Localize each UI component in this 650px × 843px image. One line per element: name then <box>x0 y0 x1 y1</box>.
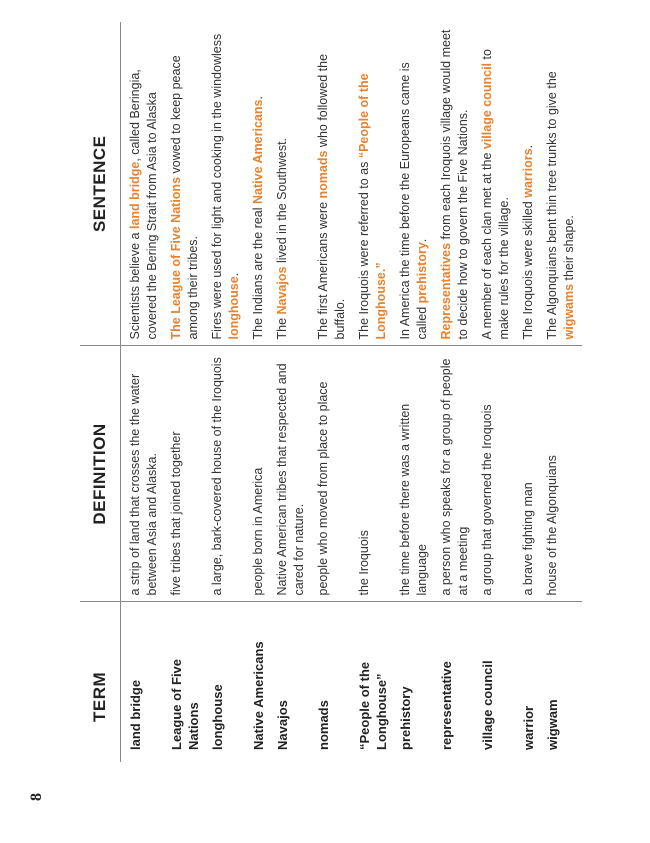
sentence-cell <box>247 22 271 346</box>
definition-cell: the Iroquois <box>353 346 394 602</box>
sentence-cell <box>206 22 247 346</box>
sentence-text-before: The Iroquois were referred to as <box>357 158 371 340</box>
table-row <box>121 22 166 762</box>
vocabulary-table <box>80 22 582 762</box>
sentence-text-after: their shape. <box>562 215 576 284</box>
sentence-text-after: . <box>251 96 265 100</box>
table-row <box>353 22 394 762</box>
term-cell: longhouse <box>210 684 225 750</box>
table-row <box>394 22 435 762</box>
sentence-text-before: In America the time before the Europeans came is called <box>398 62 429 340</box>
definition-cell: the time before there was a written language <box>394 346 435 602</box>
sentence-cell <box>312 22 353 346</box>
table-row <box>517 22 541 762</box>
term-cell: wigwam <box>545 699 560 750</box>
definition-cell: Native American tribes that respected and cared for nature. <box>271 346 312 602</box>
sentence-cell <box>165 22 206 346</box>
sentence-cell <box>541 22 582 346</box>
table-row <box>165 22 206 762</box>
term-cell: nomads <box>316 700 331 750</box>
term-cell: land bridge <box>128 679 143 750</box>
sentence-text-after: . <box>415 238 429 243</box>
header-sentence: SENTENCE <box>80 22 121 346</box>
definition-cell: a group that governed the Iroquois <box>476 346 517 602</box>
page-number: 8 <box>28 793 45 801</box>
sentence-text-before: The Iroquois were skilled <box>521 197 535 340</box>
definition-cell: a person who speaks for a group of people at a meeting <box>435 346 476 602</box>
highlighted-term: Native Americans <box>251 99 265 204</box>
vocabulary-table-rotated <box>80 22 620 762</box>
table-row <box>476 22 517 762</box>
sentence-text-before: The Indians are the real <box>251 204 265 340</box>
table-row <box>271 22 312 762</box>
term-cell: warrior <box>521 705 536 750</box>
sentence-text-after: , called Beringia, covered the Bering Strait from Asia to Alaska <box>128 69 159 340</box>
table-header-row <box>80 22 121 762</box>
definition-cell: five tribes that joined together <box>165 346 206 602</box>
highlighted-term: Representatives <box>439 242 453 340</box>
term-cell: Navajos <box>275 700 290 750</box>
table-row <box>435 22 476 762</box>
table-row <box>541 22 582 762</box>
definition-cell: people born in America <box>247 346 271 602</box>
sentence-text-after: who followed the buffalo. <box>316 53 347 340</box>
table-row <box>312 22 353 762</box>
highlighted-term: nomads <box>316 150 330 199</box>
highlighted-term: Navajos <box>275 266 289 315</box>
highlighted-term: land bridge <box>128 161 142 230</box>
sentence-text-before: The first Americans were <box>316 198 330 340</box>
sentence-cell <box>517 22 541 346</box>
table-row <box>247 22 271 762</box>
sentence-cell <box>476 22 517 346</box>
sentence-cell <box>394 22 435 346</box>
sentence-text-after: . <box>227 272 241 277</box>
sentence-text-before: The Algonquians bent thin tree trunks to give the <box>545 71 559 340</box>
definition-cell: a brave fighting man <box>517 346 541 602</box>
sentence-text-before: The <box>275 314 289 340</box>
table-row <box>206 22 247 762</box>
sentence-text-before: A member of each clan met at the <box>480 149 494 340</box>
sentence-text-after: . <box>521 144 535 149</box>
sentence-text-before: Scientists believe a <box>128 229 142 340</box>
sentence-cell <box>353 22 394 346</box>
highlighted-term: village council <box>480 62 494 150</box>
term-cell: League of Five Nations <box>169 658 201 750</box>
definition-cell: a strip of land that crosses the the water between Asia and Alaska. <box>121 346 166 602</box>
highlighted-term: warriors <box>521 148 535 198</box>
term-cell: prehistory <box>398 686 413 750</box>
term-cell: “People of the Longhouse” <box>357 661 389 750</box>
sentence-cell <box>271 22 312 346</box>
definition-cell: a large, bark-covered house of the Iroquois <box>206 346 247 602</box>
sentence-cell <box>121 22 166 346</box>
sentence-text-after: vowed to keep peace among their tribes. <box>169 55 200 340</box>
header-term: TERM <box>90 671 109 722</box>
highlighted-term: longhouse <box>227 276 241 340</box>
term-cell: village council <box>480 660 495 750</box>
term-cell: representative <box>439 661 454 750</box>
definition-cell: people who moved from place to place <box>312 346 353 602</box>
sentence-text-after: lived in the Southwest. <box>275 137 289 267</box>
highlighted-term: The League of Five Nations <box>169 176 183 340</box>
sentence-text-after: to make rules for the village. <box>480 49 511 340</box>
highlighted-term: wigwams <box>562 283 576 340</box>
header-definition: DEFINITION <box>80 346 121 602</box>
sentence-cell <box>435 22 476 346</box>
term-cell: Native Americans <box>251 641 266 750</box>
highlighted-term: “People of the Longhouse.” <box>357 73 388 340</box>
highlighted-term: prehistory <box>415 242 429 304</box>
sentence-text-before: Fires were used for light and cooking in the windowless <box>210 33 224 340</box>
sentence-text-after: from each Iroquois village would meet to decide how to govern the Five Nations. <box>439 29 470 340</box>
definition-cell: house of the Algonquians <box>541 346 582 602</box>
